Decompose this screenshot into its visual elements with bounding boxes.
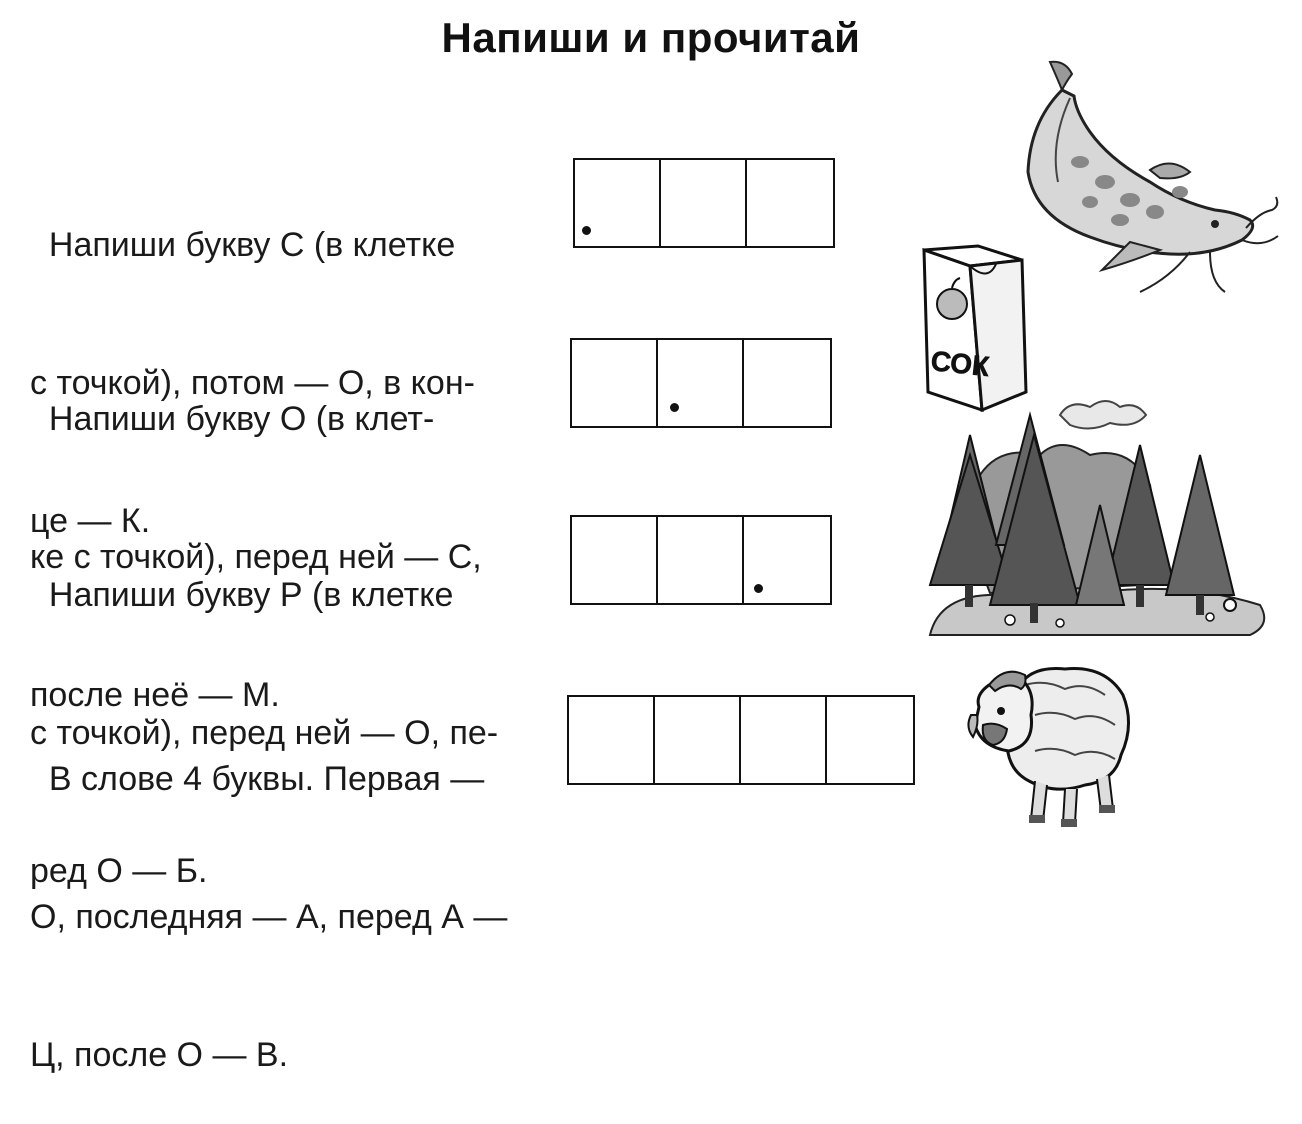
letter-cell[interactable] [747,160,833,246]
letter-cell[interactable] [655,697,741,783]
task-line: це — К. [30,502,151,540]
letter-grid-3 [570,515,832,605]
lamb-icon [965,655,1135,830]
task-4-text [30,664,550,1124]
task-line: Напиши букву Р (в клетке [30,576,454,614]
dot-marker [754,584,763,593]
letter-grid-1 [573,158,835,248]
letter-cell[interactable] [575,160,661,246]
letter-cell[interactable] [741,697,827,783]
task-line: Ц, после О — В. [30,1036,289,1074]
task-line: Напиши букву О (в клет- [30,400,435,438]
letter-grid-2 [570,338,832,428]
letter-cell[interactable] [661,160,747,246]
letter-cell[interactable] [569,697,655,783]
catfish-icon [1010,52,1290,302]
task-line: Напиши букву С (в клетке [30,226,456,264]
letter-cell[interactable] [827,697,913,783]
letter-cell[interactable] [572,340,658,426]
letter-cell[interactable] [744,517,830,603]
task-line: с точкой), потом — О, в кон- [30,364,475,402]
juice-box-icon [918,242,1028,414]
letter-cell[interactable] [658,517,744,603]
task-line: О, последняя — А, перед А — [30,898,508,936]
task-line: после неё — М. [30,676,280,714]
dot-marker [582,226,591,235]
task-line: ред О — Б. [30,852,208,890]
dot-marker [670,403,679,412]
forest-icon [910,395,1275,637]
letter-cell[interactable] [744,340,830,426]
task-line: с точкой), перед ней — О, пе- [30,714,499,752]
juice-box-label: СОК [929,345,991,383]
letter-cell[interactable] [658,340,744,426]
page-title: Напиши и прочитай [441,14,861,61]
letter-grid-4 [567,695,915,785]
task-line: В слове 4 буквы. Первая — [30,760,485,798]
task-line: ке с точкой), перед ней — С, [30,538,482,576]
letter-cell[interactable] [572,517,658,603]
